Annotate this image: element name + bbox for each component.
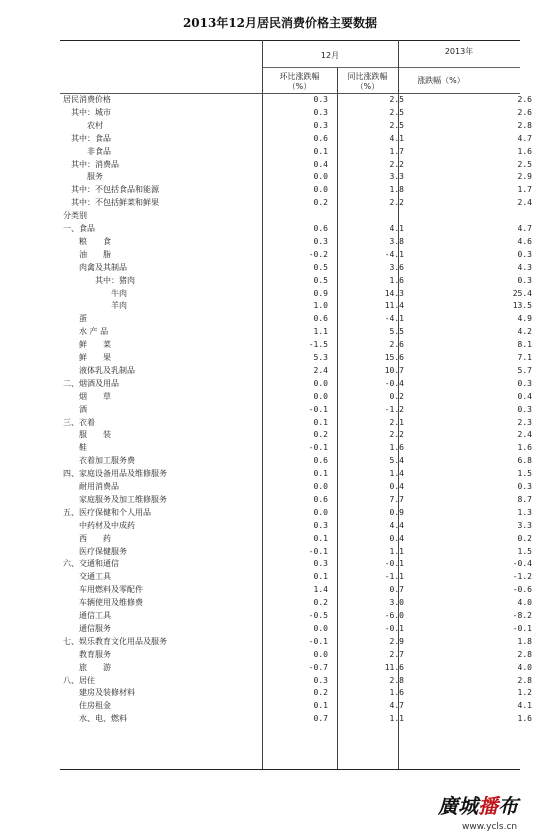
row-label: 四、家庭设备用品及维修服务 <box>63 469 167 479</box>
yoy-value: 0.4 <box>389 533 404 543</box>
row-label: 居民消费价格 <box>63 95 111 104</box>
yoy-value: 2.2 <box>389 159 404 169</box>
annual-value: 5.7 <box>517 365 532 375</box>
table-row <box>0 520 560 532</box>
mom-value: 0.3 <box>313 107 328 117</box>
annual-value: 25.4 <box>512 288 532 298</box>
table-row <box>0 288 560 300</box>
annual-value: 1.6 <box>517 714 532 724</box>
yoy-value: 1.6 <box>389 688 404 698</box>
table-row <box>0 107 560 119</box>
yoy-value: 2.2 <box>389 198 404 208</box>
mom-value: -0.5 <box>308 611 328 620</box>
yoy-value: 0.9 <box>389 507 404 517</box>
table-row <box>0 649 560 661</box>
annual-value: 1.5 <box>517 546 532 556</box>
yoy-value: 3.0 <box>389 598 404 608</box>
row-label: 建房及装修材料 <box>79 688 135 698</box>
mom-value: 0.3 <box>313 95 328 104</box>
table-row <box>0 133 560 145</box>
yoy-value: 2.6 <box>389 340 404 350</box>
annual-value: 1.6 <box>517 146 532 156</box>
table-row <box>0 275 560 287</box>
table-row <box>0 442 560 454</box>
table-row <box>0 339 560 351</box>
mom-value: 0.2 <box>313 688 328 698</box>
table-row <box>0 429 560 441</box>
row-label: 通信工具 <box>79 611 111 620</box>
row-label: 七、娱乐教育文化用品及服务 <box>63 636 167 646</box>
table-row <box>0 507 560 519</box>
annual-value: 0.2 <box>517 533 532 543</box>
row-label: 二、烟酒及用品 <box>63 378 119 388</box>
header-yoy-line2: （%） <box>355 82 380 91</box>
table-row <box>0 94 560 106</box>
row-label: 农村 <box>87 120 103 130</box>
mom-value: 0.2 <box>313 598 328 608</box>
row-label: 酒 <box>79 404 87 414</box>
row-label: 车辆使用及维修费 <box>79 598 143 608</box>
annual-value: -0.1 <box>512 623 532 633</box>
mom-value: 0.5 <box>313 275 328 285</box>
mom-value: -0.1 <box>308 404 328 414</box>
yoy-value: 4.7 <box>389 701 404 711</box>
yoy-value: 1.7 <box>389 146 404 156</box>
mom-value: 0.0 <box>313 172 328 182</box>
table-row <box>0 391 560 403</box>
table-row <box>0 249 560 261</box>
yoy-value: 5.4 <box>389 456 404 466</box>
watermark-url: www.ycls.cn <box>462 822 518 832</box>
mom-value: 1.4 <box>313 585 328 595</box>
table-row <box>0 352 560 364</box>
header-month: 12月 <box>320 51 340 60</box>
yoy-value: 15.6 <box>384 353 404 362</box>
mom-value: 0.5 <box>313 262 328 272</box>
yoy-value: 2.2 <box>389 430 404 440</box>
annual-value: 2.5 <box>517 159 532 169</box>
yoy-value: 5.5 <box>389 327 404 337</box>
annual-value: 0.3 <box>517 378 532 388</box>
mom-value: 0.0 <box>313 649 328 659</box>
annual-value: 1.7 <box>517 185 532 195</box>
mom-value: 0.0 <box>313 391 328 401</box>
yoy-value: 2.9 <box>389 636 404 646</box>
table-row <box>0 481 560 493</box>
row-label: 五、医疗保健和个人用品 <box>63 507 151 517</box>
row-label: 肉禽及其制品 <box>79 262 127 272</box>
yoy-value: 1.4 <box>389 469 404 479</box>
yoy-value: 10.7 <box>384 365 404 375</box>
mom-value: 0.0 <box>313 378 328 388</box>
table-row <box>0 365 560 377</box>
row-label: 油 脂 <box>79 249 111 259</box>
table-row <box>0 404 560 416</box>
mom-value: 0.3 <box>313 559 328 569</box>
table-row <box>0 546 560 558</box>
table-row <box>0 713 560 725</box>
yoy-value: 1.1 <box>389 714 404 724</box>
annual-value: 2.4 <box>517 430 532 440</box>
row-label: 教育服务 <box>79 649 111 659</box>
row-label: 分类别 <box>63 211 87 221</box>
annual-value: 4.7 <box>517 133 532 143</box>
annual-value: 0.3 <box>517 482 532 491</box>
table-bottom-rule <box>60 769 520 770</box>
annual-value: 4.2 <box>517 327 532 337</box>
yoy-value: 3.6 <box>389 262 404 272</box>
mom-value: 0.9 <box>313 288 328 298</box>
yoy-value: 2.5 <box>389 107 404 117</box>
yoy-value: 1.8 <box>389 185 404 195</box>
row-label: 家庭服务及加工维修服务 <box>79 494 167 504</box>
annual-value: -1.2 <box>512 572 532 582</box>
annual-value: 1.3 <box>517 507 532 517</box>
row-label: 粮 食 <box>79 236 111 246</box>
mom-value: 0.6 <box>313 224 328 233</box>
yoy-value: 4.4 <box>389 520 404 530</box>
mom-value: 0.3 <box>313 120 328 130</box>
row-label: 其中：不包括食品和能源 <box>71 185 159 195</box>
yoy-value: 7.7 <box>389 494 404 504</box>
row-label: 车用燃料及零配件 <box>79 585 143 595</box>
table-row <box>0 584 560 596</box>
mom-value: 0.1 <box>313 469 328 479</box>
yoy-value: 2.7 <box>389 649 404 659</box>
table-row <box>0 378 560 390</box>
table-row <box>0 300 560 312</box>
row-label: 旅 游 <box>79 662 111 672</box>
row-label: 交通工具 <box>79 572 111 582</box>
watermark-logo-part1: 廣城 <box>438 794 478 818</box>
mom-value: 5.3 <box>313 353 328 362</box>
mom-value: 0.1 <box>313 572 328 582</box>
annual-value: 1.5 <box>517 469 532 479</box>
table-row <box>0 184 560 196</box>
annual-value: 6.8 <box>517 456 532 466</box>
annual-value: 7.1 <box>517 353 532 362</box>
mom-value: 0.0 <box>313 623 328 633</box>
annual-value: 4.0 <box>517 598 532 608</box>
row-label: 烟 草 <box>79 391 111 401</box>
mom-value: 0.0 <box>313 482 328 491</box>
mom-value: -0.1 <box>308 546 328 556</box>
table-row <box>0 417 560 429</box>
row-label: 蛋 <box>79 314 87 324</box>
row-label: 液体乳及乳制品 <box>79 365 135 375</box>
yoy-value: 2.8 <box>389 675 404 685</box>
row-label: 鲜 菜 <box>79 340 111 350</box>
mom-value: 1.0 <box>313 301 328 311</box>
annual-value: 8.1 <box>517 340 532 350</box>
watermark-logo-part2: 播 <box>478 794 498 818</box>
table-row <box>0 159 560 171</box>
annual-value: 2.8 <box>517 120 532 130</box>
annual-value: 2.4 <box>517 198 532 208</box>
row-label: 羊肉 <box>111 301 127 311</box>
yoy-value: 3.3 <box>389 172 404 182</box>
yoy-value: 0.2 <box>389 391 404 401</box>
watermark-logo-part3: 布 <box>498 794 518 818</box>
yoy-value: 2.1 <box>389 417 404 427</box>
table-row <box>0 687 560 699</box>
yoy-value: 11.4 <box>384 301 404 311</box>
row-label: 一、食品 <box>63 224 95 233</box>
yoy-value: 2.5 <box>389 120 404 130</box>
yoy-value: 1.1 <box>389 546 404 556</box>
row-label: 鲜 果 <box>79 353 111 362</box>
yoy-value: 1.6 <box>389 443 404 453</box>
table-row <box>0 494 560 506</box>
annual-value: 0.4 <box>517 391 532 401</box>
table-row <box>0 597 560 609</box>
table-row <box>0 610 560 622</box>
row-label: 通信服务 <box>79 623 111 633</box>
annual-value: 2.6 <box>517 107 532 117</box>
header-mom-line2: （%） <box>287 82 312 91</box>
mom-value: 0.1 <box>313 146 328 156</box>
yoy-value: -0.4 <box>384 378 404 388</box>
row-label: 水、电、燃料 <box>79 714 127 724</box>
mom-value: 0.0 <box>313 507 328 517</box>
mom-value: 0.3 <box>313 675 328 685</box>
table-row <box>0 700 560 712</box>
yoy-value: 2.5 <box>389 95 404 104</box>
mom-value: 1.1 <box>313 327 328 337</box>
annual-value: 0.3 <box>517 275 532 285</box>
table-row <box>0 313 560 325</box>
yoy-value: 4.1 <box>389 224 404 233</box>
mom-value: 0.6 <box>313 314 328 324</box>
table-row <box>0 636 560 648</box>
row-label: 耐用消费品 <box>79 482 119 491</box>
row-label: 八、居住 <box>63 675 95 685</box>
row-label: 三、衣着 <box>63 417 95 427</box>
row-label: 西 药 <box>79 533 111 543</box>
table-row <box>0 468 560 480</box>
yoy-value: 14.3 <box>384 288 404 298</box>
table-row <box>0 146 560 158</box>
table-row <box>0 120 560 132</box>
annual-value: 1.6 <box>517 443 532 453</box>
table-row <box>0 197 560 209</box>
row-label: 服务 <box>87 172 103 182</box>
annual-value: 4.7 <box>517 224 532 233</box>
header-yoy-line1: 同比涨跌幅 <box>347 72 388 81</box>
mom-value: 0.6 <box>313 456 328 466</box>
row-label: 医疗保健服务 <box>79 546 127 556</box>
mom-value: -0.1 <box>308 636 328 646</box>
table-row <box>0 623 560 635</box>
yoy-value: -1.2 <box>384 404 404 414</box>
row-label: 其中：不包括鲜菜和鲜果 <box>71 198 159 208</box>
annual-value: 2.8 <box>517 649 532 659</box>
mom-value: 0.1 <box>313 417 328 427</box>
row-label: 非食品 <box>87 146 111 156</box>
mom-value: 0.0 <box>313 185 328 195</box>
annual-value: 8.7 <box>517 494 532 504</box>
yoy-value: 0.7 <box>389 585 404 595</box>
mom-value: 0.2 <box>313 430 328 440</box>
mom-value: -0.7 <box>308 662 328 672</box>
annual-value: 4.0 <box>517 662 532 672</box>
table-top-rule <box>60 40 520 41</box>
row-label: 牛肉 <box>111 288 127 298</box>
annual-value: -0.4 <box>512 559 532 569</box>
yoy-value: -0.1 <box>384 559 404 569</box>
row-label: 其中：猪肉 <box>95 275 135 285</box>
yoy-value: 0.4 <box>389 482 404 491</box>
mom-value: 0.7 <box>313 714 328 724</box>
annual-value: 4.3 <box>517 262 532 272</box>
mom-value: 0.6 <box>313 494 328 504</box>
annual-value: 2.9 <box>517 172 532 182</box>
annual-value: -0.6 <box>512 585 532 595</box>
table-row <box>0 223 560 235</box>
page-title: 2013年12月居民消费价格主要数据 <box>182 16 378 30</box>
yoy-value: -1.1 <box>384 572 404 582</box>
row-label: 中药材及中成药 <box>79 520 135 530</box>
annual-value: 1.8 <box>517 636 532 646</box>
table-row <box>0 675 560 687</box>
mom-value: 0.6 <box>313 133 328 143</box>
annual-value: 0.3 <box>517 404 532 414</box>
table-row <box>0 326 560 338</box>
annual-value: 2.3 <box>517 417 532 427</box>
annual-value: 0.3 <box>517 249 532 259</box>
mom-value: 0.3 <box>313 236 328 246</box>
header-year: 2013年 <box>444 47 474 56</box>
yoy-value: -4.1 <box>384 249 404 259</box>
row-label: 其中：食品 <box>71 133 111 143</box>
header-annual: 涨跌幅（%） <box>417 76 465 85</box>
table-row <box>0 210 560 222</box>
table-row <box>0 455 560 467</box>
row-label: 水 产 品 <box>79 327 109 337</box>
row-label: 其中：城市 <box>71 107 111 117</box>
annual-value: 2.8 <box>517 675 532 685</box>
mom-value: -0.2 <box>308 249 328 259</box>
yoy-value: -4.1 <box>384 314 404 324</box>
annual-value: 1.2 <box>517 688 532 698</box>
table-row <box>0 558 560 570</box>
annual-value: 4.6 <box>517 236 532 246</box>
annual-value: 4.9 <box>517 314 532 324</box>
annual-value: 3.3 <box>517 520 532 530</box>
row-label: 其中：消费品 <box>71 159 119 169</box>
table-row <box>0 236 560 248</box>
annual-value: 2.6 <box>517 95 532 104</box>
yoy-value: 11.6 <box>384 662 404 672</box>
table-row <box>0 571 560 583</box>
mom-value: 0.1 <box>313 533 328 543</box>
mom-value: 0.4 <box>313 159 328 169</box>
table-row <box>0 171 560 183</box>
mom-value: 0.1 <box>313 701 328 711</box>
row-label: 住房租金 <box>79 701 111 711</box>
row-label: 鞋 <box>79 443 87 453</box>
row-label: 服 装 <box>79 430 111 440</box>
header-divider <box>262 67 520 68</box>
mom-value: 0.3 <box>313 520 328 530</box>
yoy-value: 4.1 <box>389 133 404 143</box>
mom-value: 2.4 <box>313 365 328 375</box>
yoy-value: -6.0 <box>384 611 404 620</box>
watermark-logo <box>438 790 558 820</box>
mom-value: 0.2 <box>313 198 328 208</box>
annual-value: 13.5 <box>512 301 532 311</box>
table-row <box>0 533 560 545</box>
row-label: 六、交通和通信 <box>63 559 119 569</box>
row-label: 衣着加工服务费 <box>79 456 135 466</box>
annual-value: 4.1 <box>517 701 532 711</box>
yoy-value: 3.8 <box>389 236 404 246</box>
table-row <box>0 262 560 274</box>
mom-value: -1.5 <box>308 340 328 350</box>
annual-value: -8.2 <box>512 611 532 620</box>
yoy-value: -0.1 <box>384 623 404 633</box>
header-mom-line1: 环比涨跌幅 <box>279 72 320 81</box>
yoy-value: 1.6 <box>389 275 404 285</box>
table-row <box>0 662 560 674</box>
mom-value: -0.1 <box>308 443 328 453</box>
